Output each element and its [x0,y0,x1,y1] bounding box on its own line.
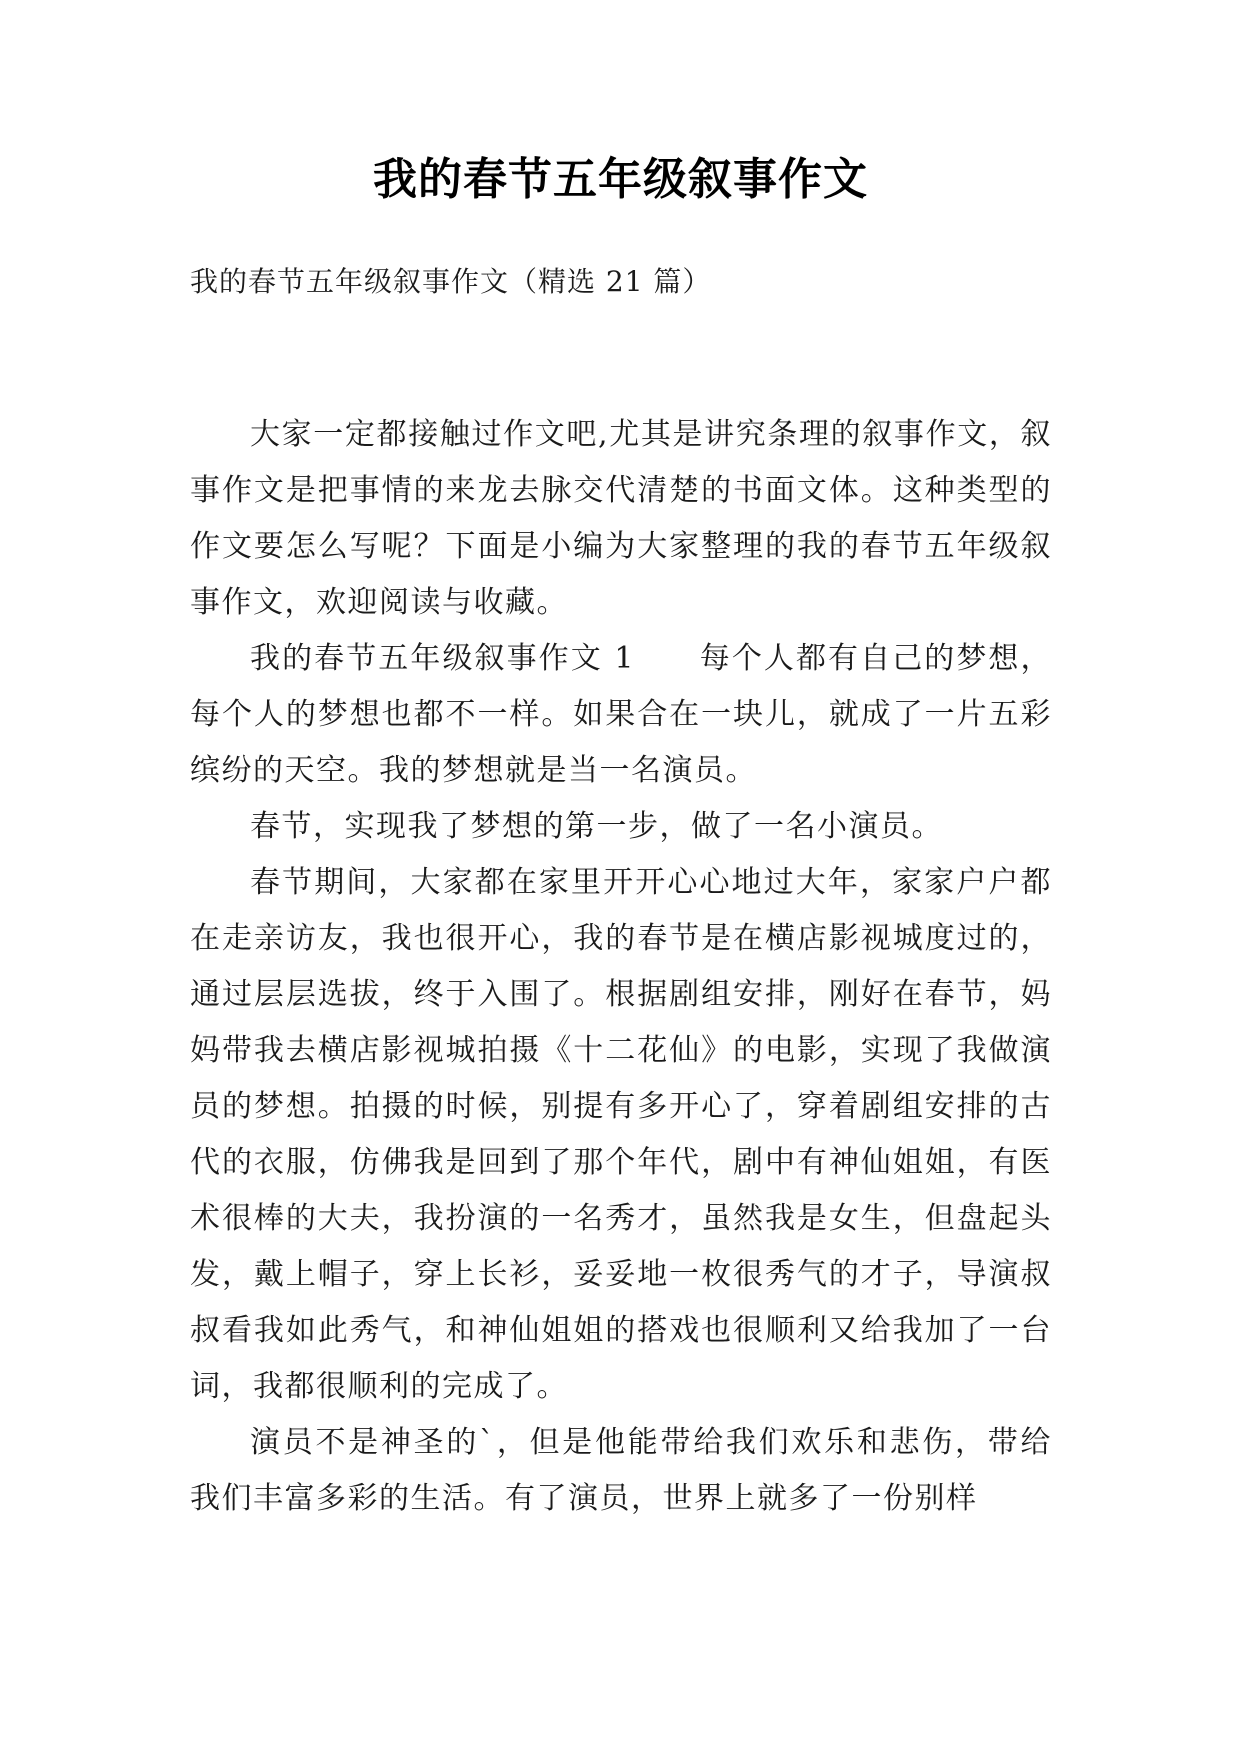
document-body [190,407,1052,1527]
document-title: 我的春节五年级叙事作文 [373,154,868,205]
paragraph-essay-1-opening: 我的春节五年级叙事作文 1 每个人都有自己的梦想，每个人的梦想也都不一样。如果合在一块儿，就成了一片五彩缤纷的天空。我的梦想就是当一名演员。 [190,641,1052,788]
paragraph-filming: 春节期间，大家都在家里开开心心地过大年，家家户户都在走亲访友，我也很开心，我的春节是在横店影视城度过的，通过层层选拔，终于入围了。根据剧组安排，刚好在春节，妈妈带我去横店影视城拍摄《十二花仙》的电影，实现了我做演员的梦想。拍摄的时候，别提有多开心了，穿着剧组安排的古代的衣服，仿佛我是回到了那个年代，剧中有神仙姐姐，有医术很棒的大夫，我扮演的一名秀才，虽然我是女生，但盘起头发，戴上帽子，穿上长衫，妥妥地一枚很秀气的才子，导演叔叔看我如此秀气，和神仙姐姐的搭戏也很顺利又给我加了一台词，我都很顺利的完成了。 [190,865,1052,1404]
paragraph-intro: 大家一定都接触过作文吧,尤其是讲究条理的叙事作文，叙事作文是把事情的来龙去脉交代清楚的书面文体。这种类型的作文要怎么写呢？下面是小编为大家整理的我的春节五年级叙事作文，欢迎阅读与收藏。 [190,417,1052,620]
paragraph-spring-festival: 春节，实现我了梦想的第一步，做了一名小演员。 [250,809,943,844]
paragraph-actors: 演员不是神圣的`，但是他能带给我们欢乐和悲伤，带给我们丰富多彩的生活。有了演员，世界上就多了一份别样 [190,1425,1052,1516]
document-subtitle: 我的春节五年级叙事作文（精选 21 篇） [190,265,712,298]
